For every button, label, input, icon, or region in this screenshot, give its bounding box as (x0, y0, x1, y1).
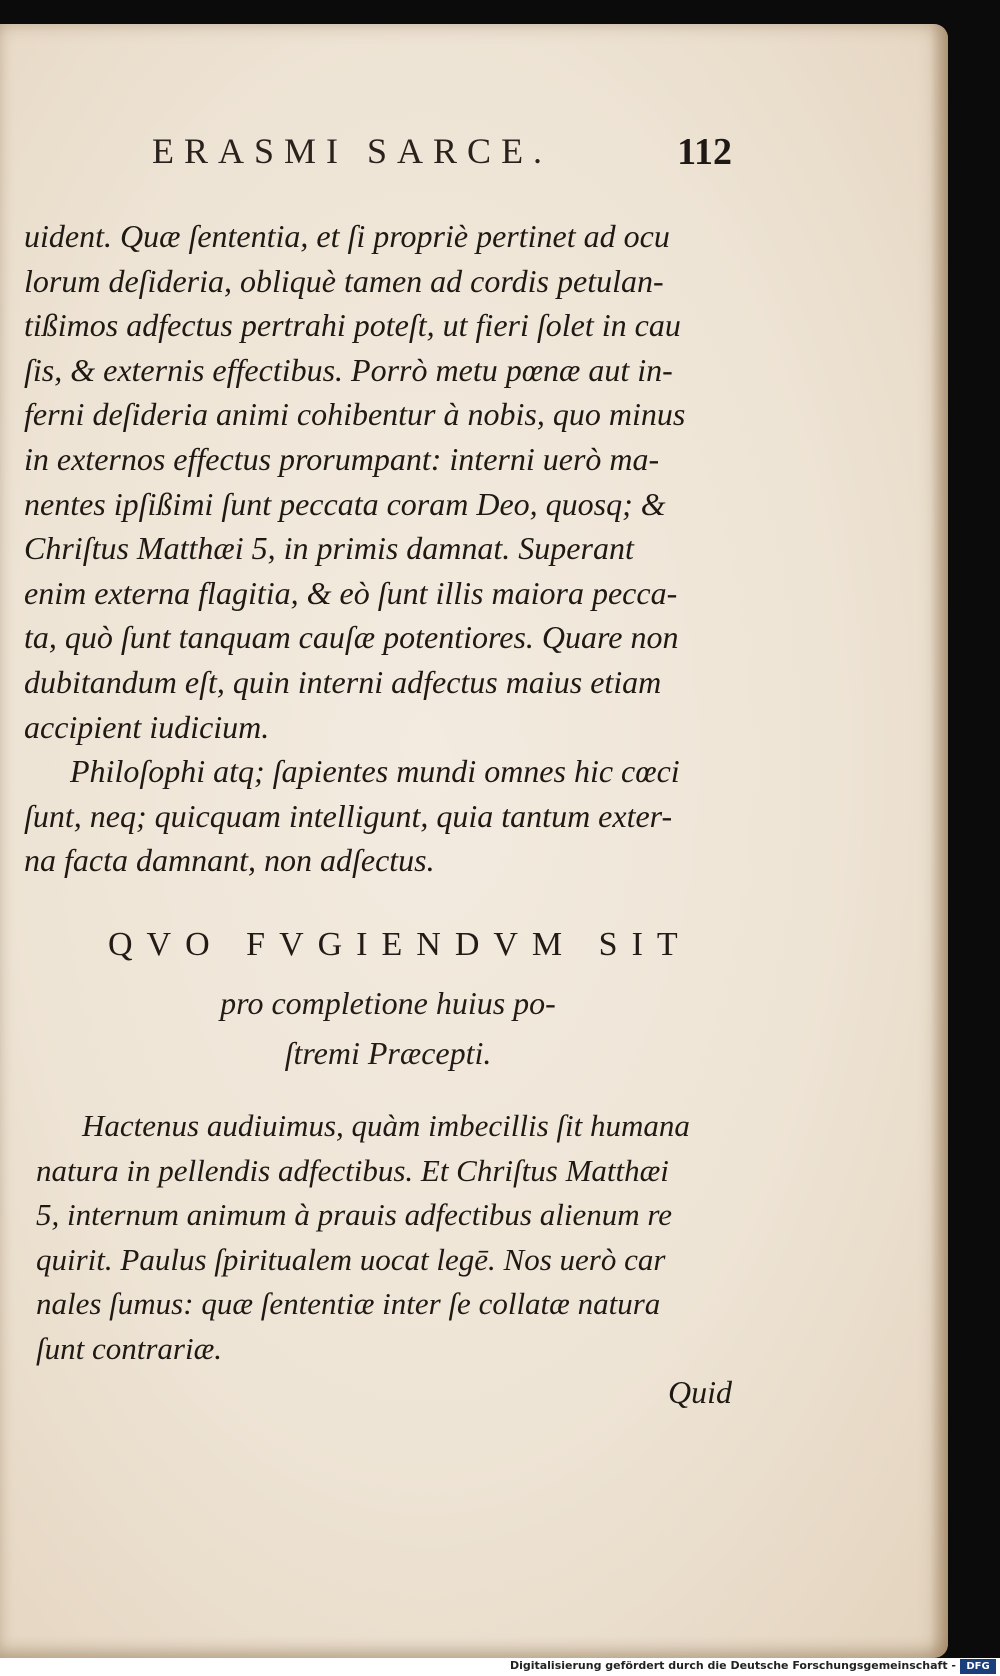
text-line: nentes ipſißimi ſunt peccata coram Deo, quosq; & (24, 485, 666, 522)
text-line: ſis, & externis effectibus. Porrò metu pœnæ aut in- (24, 351, 673, 388)
text-line: dubitandum eſt, quin interni adfectus maius etiam (24, 663, 662, 700)
footer-credit: Digitalisierung gefördert durch die Deutsche Forschungsgemeinschaft - (509, 1659, 956, 1672)
text-line: nales ſumus: quæ ſententiæ inter ſe collatæ natura (36, 1286, 661, 1322)
text-line: quirit. Paulus ſpiritualem uocat legē. Nos uerò car (36, 1241, 666, 1277)
text-line: 5, internum animum à prauis adfectibus alienum re (36, 1197, 673, 1233)
dfg-logo: DFG (960, 1659, 996, 1674)
text-line: na facta damnant, non adſectus. (24, 842, 435, 879)
text-line: Hactenus audiuimus, quàm imbecillis ſit humana (82, 1108, 690, 1143)
digitization-footer (0, 1658, 1000, 1676)
page-header (152, 130, 732, 186)
second-text-block (36, 1102, 756, 1370)
section-heading-caps: QVO FVGIENDVM SIT (108, 926, 692, 963)
section-heading-line: pro completione huius po- (220, 985, 556, 1021)
text-line: in externos effectus prorumpant: interni uerò ma- (24, 440, 660, 477)
text-line: ta, quò ſunt tanquam cauſæ potentiores. Quare non (24, 619, 679, 656)
text-line: Philoſophi atq; ſapientes mundi omnes hic cœci (70, 753, 680, 790)
page-edge-shadow (930, 24, 948, 1658)
text-line: uident. Quæ ſententia, et ſi propriè pertinet ad ocu (24, 218, 670, 254)
section-heading (108, 926, 692, 1078)
section-heading-line: ſtremi Præcepti. (284, 1035, 492, 1071)
text-line: ferni deſideria animi cohibentur à nobis, quo minus (24, 396, 686, 433)
page-number: 112 (677, 131, 732, 173)
text-line: ſunt, neq; quicquam intelligunt, quia tantum exter- (24, 797, 673, 834)
text-line: Chriſtus Matthæi 5, in primis damnat. Superant (24, 530, 634, 567)
text-line: tißimos adfectus pertrahi poteſt, ut fieri ſolet in cau (24, 307, 681, 344)
running-head: ERASMI SARCE. (152, 131, 553, 171)
text-line: ſunt contrariæ. (36, 1330, 223, 1366)
text-line: natura in pellendis adfectibus. Et Chriſtus Matthæi (36, 1152, 669, 1188)
main-text-block (24, 214, 744, 883)
book-page (0, 24, 948, 1658)
text-line: enim externa flagitia, & eò ſunt illis maiora pecca- (24, 574, 678, 611)
text-line: accipient iudicium. (24, 708, 270, 745)
text-line: lorum deſideria, obliquè tamen ad cordis petulan- (24, 262, 664, 299)
catchword: Quid (668, 1374, 732, 1410)
